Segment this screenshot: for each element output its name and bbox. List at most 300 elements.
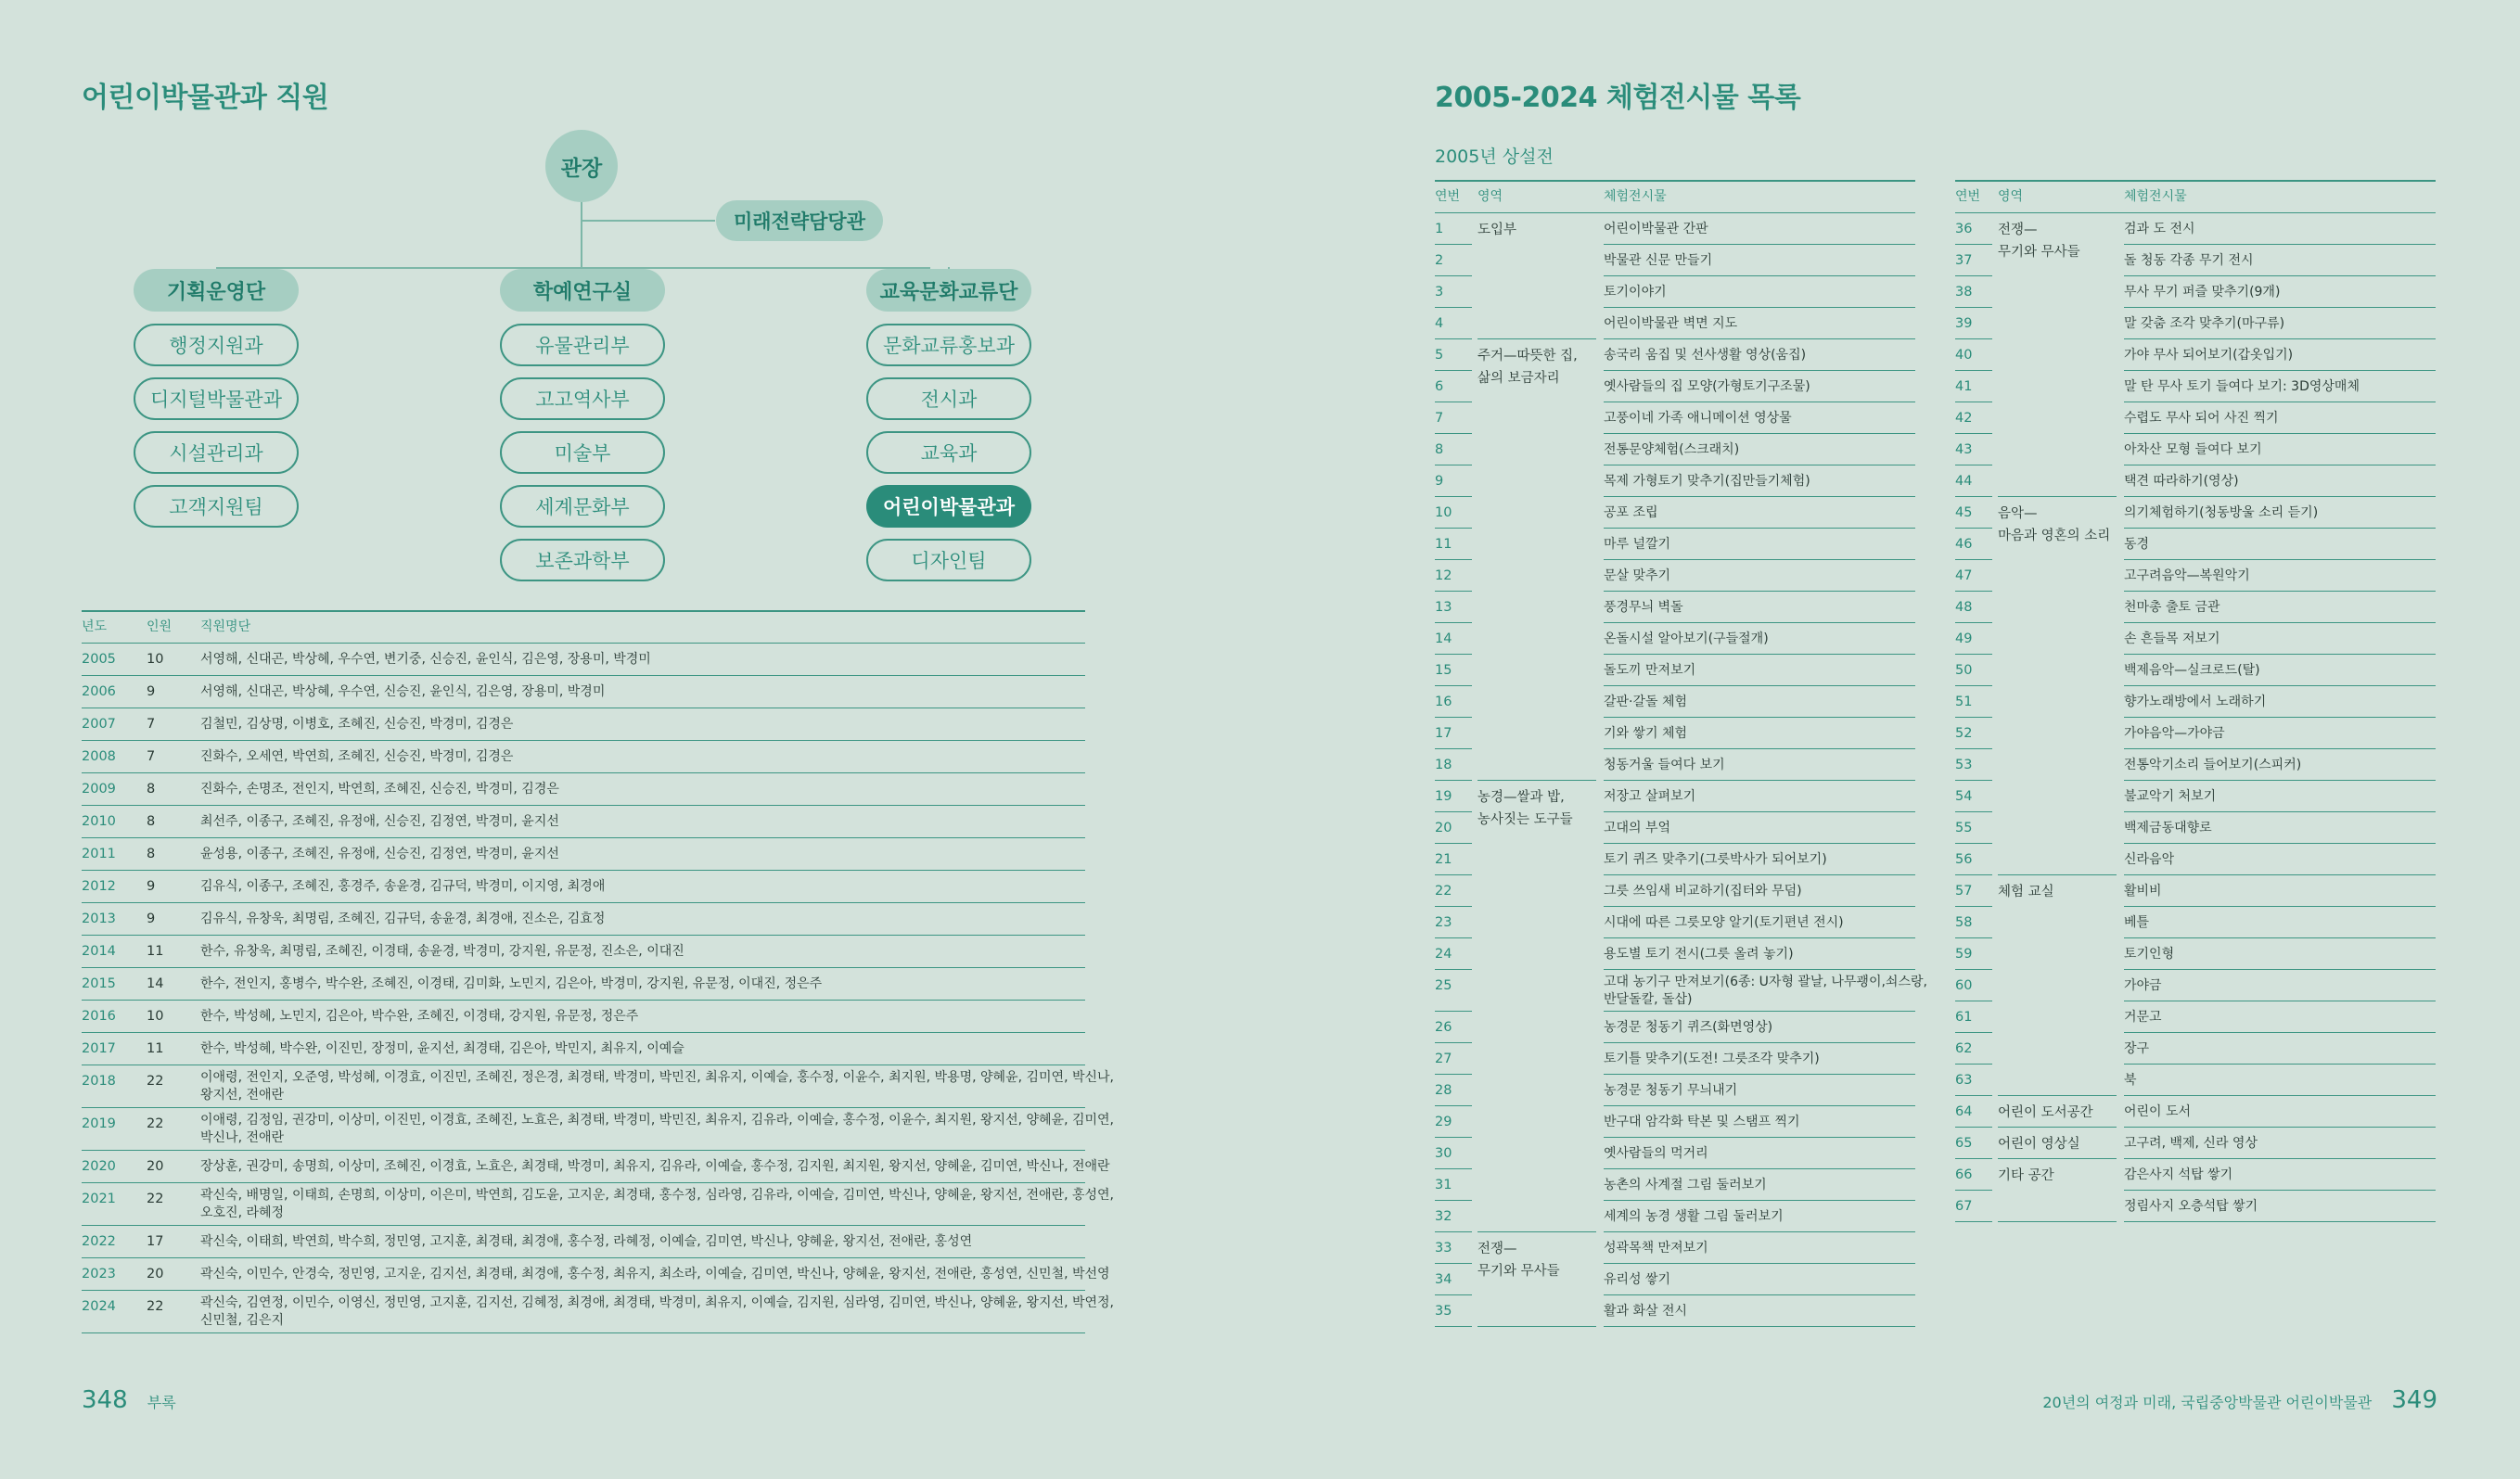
table-row [82,1291,1114,1333]
count-cell: 14 [147,976,164,991]
year-cell: 2007 [82,717,116,732]
count-cell: 9 [147,879,156,894]
org-chart [82,128,1085,592]
exhibit-cell: 불교악기 처보기 [2124,789,2217,804]
names-cell: 장상훈, 권강미, 송명희, 이상미, 조혜진, 이경효, 노효은, 최경태, 박경미, 최유지, 김유라, 이예슬, 홍수정, 김지원, 최지원, 왕지선, 양혜윤, 김미연, 박신나, 전애란 [200,1159,1110,1174]
org-team: 디지털박물관과 [134,377,299,420]
exhibit-cell: 말 탄 무사 토기 들여다 보기: 3D영상매체 [2124,379,2360,394]
exhibit-cell: 전통악기소리 들어보기(스피커) [2124,758,2302,772]
org-team-highlighted: 어린이박물관과 [866,485,1031,528]
year-cell: 2019 [82,1116,116,1131]
exhibit-cell: 공포 조립 [1604,505,1658,520]
org-team: 유물관리부 [500,324,665,366]
count-cell: 17 [147,1234,164,1249]
number-cell: 33 [1435,1241,1452,1256]
count-cell: 11 [147,1041,164,1056]
exhibit-cell: 천마총 출토 금관 [2124,600,2220,615]
exhibit-cell: 저장고 살펴보기 [1604,789,1696,804]
table-row [82,676,1085,708]
exhibit-cell: 문살 맞추기 [1604,568,1671,583]
header-cell: 년도 [82,619,108,634]
table-row [1435,1075,1915,1106]
table-row [1435,623,1915,655]
staff-table [82,610,1114,1333]
header-cell: 직원명단 [200,619,251,634]
exhibit-cell: 장구 [2124,1041,2150,1056]
table-row [1435,844,1915,875]
names-cell: 진화수, 오세연, 박연희, 조혜진, 신승진, 박경미, 김경은 [200,749,514,764]
number-cell: 58 [1955,915,1973,930]
row-divider [1477,1326,1596,1328]
number-cell: 30 [1435,1146,1452,1161]
exhibit-cell: 목제 가형토기 맞추기(집만들기체험) [1604,474,1810,489]
names-cell: 최선주, 이종구, 조혜진, 유정애, 신승진, 김정연, 박경미, 윤지선 [200,814,559,829]
table-row [1955,1065,2436,1096]
number-cell: 50 [1955,663,1973,678]
page-number: 349 [2391,1386,2437,1414]
year-cell: 2016 [82,1009,116,1024]
exhibit-cell: 의기체험하기(청동방울 소리 듣기) [2124,505,2319,520]
exhibit-cell: 온돌시설 알아보기(구들절개) [1604,631,1769,646]
table-row [1955,907,2436,938]
org-team: 시설관리과 [134,431,299,474]
exhibit-cell: 옛사람들의 먹거리 [1604,1146,1708,1161]
year-cell: 2010 [82,814,116,829]
year-cell: 2005 [82,652,116,667]
table-row [1435,1232,1915,1279]
exhibit-cell: 토기인형 [2124,947,2175,962]
number-cell: 43 [1955,442,1973,457]
number-cell: 6 [1435,379,1444,394]
number-cell: 1 [1435,222,1444,236]
area-cell: 체험 교실 [1998,885,2054,899]
exhibit-cell: 백제음악—실크로드(탈) [2124,663,2260,678]
exhibit-cell: 고풍이네 가족 애니메이션 영상물 [1604,411,1792,426]
table-row [1435,655,1915,686]
count-cell: 9 [147,684,156,699]
exhibit-cell: 어린이 도서 [2124,1104,2192,1119]
exhibit-cell: 수렵도 무사 되어 사진 찍기 [2124,411,2279,426]
table-row [1955,402,2436,434]
exhibit-cell: 시대에 따른 그릇모양 알기(토기편년 전시) [1604,915,1844,930]
count-cell: 7 [147,749,156,764]
count-cell: 7 [147,717,156,732]
table-row [1955,686,2436,718]
area-cell: 어린이 도서공간 [1998,1105,2093,1120]
year-cell: 2024 [82,1299,116,1314]
exhibit-cell: 용도별 토기 전시(그릇 올려 놓기) [1604,947,1794,962]
table-row [1435,339,1915,386]
exhibit-cell: 토기 퀴즈 맞추기(그릇박사가 되어보기) [1604,852,1827,867]
table-row [1435,402,1915,434]
exhibit-cell: 가야금 [2124,978,2162,993]
table-row [1435,1201,1915,1232]
year-cell: 2022 [82,1234,116,1249]
area-cell: 농경—쌀과 밥, 농사짓는 도구들 [1477,790,1573,827]
exhibit-cell: 전통문양체험(스크래치) [1604,442,1740,457]
table-row [1955,434,2436,465]
org-team: 세계문화부 [500,485,665,528]
area-cell: 전쟁— 무기와 무사들 [1998,223,2080,260]
table-row [1955,497,2436,543]
year-cell: 2011 [82,847,116,861]
number-cell: 31 [1435,1178,1452,1192]
org-chief: 관장 [545,130,618,202]
number-cell: 28 [1435,1083,1452,1098]
org-team: 교육과 [866,431,1031,474]
table-row [1955,1128,2436,1159]
count-cell: 20 [147,1159,164,1174]
org-division: 교육문화교류단 [866,269,1031,312]
year-cell: 2009 [82,782,116,797]
table-row [1435,213,1915,245]
number-cell: 44 [1955,474,1973,489]
names-cell: 한수, 유창욱, 최명림, 조혜진, 이경태, 송윤경, 박경미, 강지원, 유문정, 진소은, 이대진 [200,944,684,959]
number-cell: 65 [1955,1136,1973,1151]
count-cell: 22 [147,1074,164,1089]
table-row [1435,434,1915,465]
year-cell: 2012 [82,879,116,894]
right-page-footer [2042,1386,2437,1414]
number-cell: 42 [1955,411,1973,426]
table-row [1955,781,2436,812]
exhibit-cell: 농경문 청동기 무늬내기 [1604,1083,1738,1098]
number-cell: 20 [1435,821,1452,835]
table-row [1435,1295,1915,1327]
table-row [82,1108,1114,1151]
table-row [1955,465,2436,497]
number-cell: 29 [1435,1115,1452,1129]
number-cell: 35 [1435,1304,1452,1319]
exhibit-table-right [1955,180,2436,1222]
number-cell: 10 [1435,505,1452,520]
exhibit-cell: 고구려, 백제, 신라 영상 [2124,1136,2258,1151]
number-cell: 22 [1435,884,1452,899]
table-row [82,871,1085,903]
table-row [1435,276,1915,308]
exhibit-cell: 돌도끼 만져보기 [1604,663,1696,678]
year-cell: 2023 [82,1267,116,1281]
exhibit-cell: 손 흔들목 저보기 [2124,631,2220,646]
number-cell: 7 [1435,411,1444,426]
exhibit-cell: 풍경무늬 벽돌 [1604,600,1683,615]
number-cell: 60 [1955,978,1973,993]
number-cell: 53 [1955,758,1973,772]
row-divider [1435,1326,1472,1328]
exhibit-cell: 돌 청동 각종 무기 전시 [2124,253,2254,268]
number-cell: 2 [1435,253,1444,268]
table-row [1955,560,2436,592]
exhibit-cell: 토기이야기 [1604,285,1667,300]
page-label: 20년의 여정과 미래, 국립중앙박물관 어린이박물관 [2042,1394,2373,1411]
number-cell: 32 [1435,1209,1452,1224]
number-cell: 37 [1955,253,1973,268]
area-cell: 주거—따뜻한 집, 삶의 보금자리 [1477,349,1578,386]
number-cell: 54 [1955,789,1973,804]
header-cell: 연번 [1955,189,1981,204]
table-row [1435,1138,1915,1169]
table-row [82,741,1085,773]
names-cell: 한수, 전인지, 홍병수, 박수완, 조혜진, 이경태, 김미화, 노민지, 김은아, 박경미, 강지원, 유문정, 이대진, 정은주 [200,976,823,991]
exhibit-cell: 활비비 [2124,884,2162,899]
header-cell: 영역 [1477,189,1503,204]
table-row [82,1065,1114,1108]
area-cell: 전쟁— 무기와 무사들 [1477,1242,1560,1279]
table-row [82,773,1085,806]
number-cell: 66 [1955,1167,1973,1182]
number-cell: 36 [1955,222,1973,236]
org-team: 전시과 [866,377,1031,420]
number-cell: 52 [1955,726,1973,741]
year-cell: 2015 [82,976,116,991]
year-cell: 2020 [82,1159,116,1174]
exhibit-cell: 가야 무사 되어보기(갑옷입기) [2124,348,2294,363]
exhibit-cell: 고대의 부엌 [1604,821,1671,835]
number-cell: 26 [1435,1020,1452,1035]
exhibit-cell: 어린이박물관 간판 [1604,222,1708,236]
number-cell: 12 [1435,568,1452,583]
count-cell: 8 [147,847,156,861]
staff-table-header [82,610,1085,644]
table-row [1435,749,1915,781]
org-advisor: 미래전략담당관 [716,200,883,241]
exhibit-cell: 택견 따라하기(영상) [2124,474,2239,489]
names-cell: 한수, 박성혜, 박수완, 이진민, 장정미, 윤지선, 최경태, 김은아, 박민지, 최유지, 이예슬 [200,1041,684,1056]
number-cell: 48 [1955,600,1973,615]
table-row [82,1001,1085,1033]
header-cell: 연번 [1435,189,1461,204]
number-cell: 13 [1435,600,1452,615]
table-row [1435,907,1915,938]
exhibit-cell: 옛사람들의 집 모양(가형토기구조물) [1604,379,1810,394]
exhibit-cell: 가야음악—가야금 [2124,726,2225,741]
table-row [82,838,1085,871]
table-row [1955,970,2436,1001]
number-cell: 39 [1955,316,1973,331]
table-row [1955,339,2436,371]
exhibit-cell: 백제금동대향로 [2124,821,2212,835]
number-cell: 14 [1435,631,1452,646]
table-row [82,936,1085,968]
table-row [1955,875,2436,907]
page-label: 부록 [147,1394,176,1411]
number-cell: 41 [1955,379,1973,394]
names-cell: 김유식, 유창욱, 최명림, 조혜진, 김규덕, 송윤경, 최경애, 진소은, 김효정 [200,912,606,926]
exhibit-table-left [1435,180,1927,1327]
count-cell: 20 [147,1267,164,1281]
exhibit-cell: 감은사지 석탑 쌓기 [2124,1167,2233,1182]
names-cell: 이애령, 김정임, 권강미, 이상미, 이진민, 이경효, 조혜진, 노효은, 최경태, 박경미, 박민진, 최유지, 김유라, 이예슬, 홍수정, 이윤수, 최지원, 왕지선, 양혜윤, 김미연, 박신나, 전애란 [200,1113,1114,1145]
table-row [82,968,1085,1001]
table-row [1435,1043,1915,1075]
table-row [1955,1033,2436,1065]
table-row [1955,718,2436,749]
table-row [1435,686,1915,718]
exhibit-cell: 향가노래방에서 노래하기 [2124,695,2267,709]
table-row [1435,245,1915,276]
exhibit-cell: 마루 널깔기 [1604,537,1671,552]
number-cell: 27 [1435,1052,1452,1066]
exhibit-cell: 기와 쌓기 체험 [1604,726,1688,741]
table-row [1955,371,2436,402]
number-cell: 63 [1955,1073,1973,1088]
exhibit-cell: 검과 도 전시 [2124,222,2195,236]
number-cell: 62 [1955,1041,1973,1056]
names-cell: 서영해, 신대곤, 박상혜, 우수연, 신승진, 윤인식, 김은영, 장용미, 박경미 [200,684,606,699]
table-row [1435,465,1915,497]
exhibit-cell: 갈판·갈돌 체험 [1604,695,1688,709]
header-cell: 인원 [147,619,173,634]
org-team: 문화교류홍보과 [866,324,1031,366]
count-cell: 10 [147,1009,164,1024]
number-cell: 8 [1435,442,1444,457]
number-cell: 23 [1435,915,1452,930]
number-cell: 40 [1955,348,1973,363]
exhibit-cell: 고대 농기구 만져보기(6종: U자형 괄날, 나무괭이,쇠스랑, 반달돌칼, 돌삽) [1604,975,1927,1007]
table-row [1435,308,1915,339]
number-cell: 56 [1955,852,1973,867]
table-row [1955,592,2436,623]
names-cell: 곽신숙, 배명일, 이태희, 손명희, 이상미, 이은미, 박연희, 김도윤, 고지운, 최경태, 홍수정, 심라영, 김유라, 이예슬, 김미연, 박신나, 양혜윤, 왕지선, 전애란, 홍성연, 오호진, 라혜정 [200,1188,1114,1220]
names-cell: 김철민, 김상명, 이병호, 조혜진, 신승진, 박경미, 김경은 [200,717,514,732]
number-cell: 21 [1435,852,1452,867]
table-row [1435,560,1915,592]
table-row [1435,970,1927,1012]
table-row [1435,1169,1915,1201]
number-cell: 64 [1955,1104,1973,1119]
year-cell: 2014 [82,944,116,959]
exhibit-cell: 성곽목책 만져보기 [1604,1241,1708,1256]
table-row [1955,1191,2436,1222]
number-cell: 57 [1955,884,1973,899]
exhibit-cell: 청동거울 들여다 보기 [1604,758,1725,772]
table-row [82,1183,1114,1226]
table-row [1955,213,2436,260]
number-cell: 34 [1435,1272,1452,1287]
number-cell: 55 [1955,821,1973,835]
table-row [1955,276,2436,308]
exhibit-cell: 신라음악 [2124,852,2175,867]
table-row [1955,1001,2436,1033]
table-row [82,708,1085,741]
exhibit-cell: 말 갖춤 조각 맞추기(마구류) [2124,316,2285,331]
left-page-footer [82,1386,176,1414]
number-cell: 9 [1435,474,1444,489]
header-cell: 체험전시물 [1604,189,1667,204]
year-cell: 2018 [82,1074,116,1089]
number-cell: 17 [1435,726,1452,741]
table-row [1435,1106,1915,1138]
number-cell: 3 [1435,285,1444,300]
table-row [1955,1159,2436,1191]
row-divider [1604,1326,1915,1328]
number-cell: 24 [1435,947,1452,962]
table-row [1955,844,2436,875]
names-cell: 진화수, 손명조, 전인지, 박연희, 조혜진, 신승진, 박경미, 김경은 [200,782,559,797]
table-row [1955,623,2436,655]
table-row [82,903,1085,936]
exhibit-table-header [1955,180,2436,213]
exhibit-cell: 베틀 [2124,915,2150,930]
exhibit-cell: 반구대 암각화 탁본 및 스탬프 찍기 [1604,1115,1800,1129]
org-team: 고객지원팀 [134,485,299,528]
count-cell: 22 [147,1299,164,1314]
number-cell: 11 [1435,537,1452,552]
org-team: 디자인팀 [866,539,1031,581]
count-cell: 22 [147,1192,164,1206]
number-cell: 16 [1435,695,1452,709]
row-divider [1998,1221,2117,1223]
header-cell: 체험전시물 [2124,189,2187,204]
number-cell: 61 [1955,1010,1973,1025]
names-cell: 곽신숙, 이민수, 안경숙, 정민영, 고지운, 김지선, 최경태, 최경애, 홍수정, 최유지, 최소라, 이예슬, 김미연, 박신나, 양혜윤, 왕지선, 전애란, 홍성연, 신민철, 박선영 [200,1267,1110,1281]
org-team: 보존과학부 [500,539,665,581]
exhibit-table-header [1435,180,1915,213]
table-row [82,806,1085,838]
exhibit-cell: 거문고 [2124,1010,2162,1025]
number-cell: 5 [1435,348,1444,363]
exhibit-cell: 활과 화살 전시 [1604,1304,1688,1319]
table-row [1435,1012,1915,1043]
table-row [82,1033,1085,1065]
number-cell: 25 [1435,978,1452,993]
names-cell: 윤성용, 이종구, 조혜진, 유정애, 신승진, 김정연, 박경미, 윤지선 [200,847,559,861]
exhibit-cell: 정림사지 오층석탑 쌓기 [2124,1199,2258,1214]
table-row [82,1258,1110,1291]
table-row [82,1151,1110,1183]
number-cell: 18 [1435,758,1452,772]
row-divider [1955,1221,1992,1223]
exhibit-cell: 송국리 움집 및 선사생활 영상(움집) [1604,348,1807,363]
year-cell: 2008 [82,749,116,764]
number-cell: 46 [1955,537,1973,552]
table-row [1955,938,2436,970]
exhibit-cell: 유리성 쌓기 [1604,1272,1671,1287]
exhibit-cell: 고구려음악—복원악기 [2124,568,2250,583]
exhibit-cell: 농촌의 사계절 그림 둘러보기 [1604,1178,1767,1192]
table-row [1435,497,1915,529]
count-cell: 8 [147,782,156,797]
exhibit-cell: 아차산 모형 들여다 보기 [2124,442,2262,457]
count-cell: 10 [147,652,164,667]
area-cell: 음악— 마음과 영혼의 소리 [1998,506,2111,543]
exhibit-cell: 그릇 쓰임새 비교하기(집터와 무덤) [1604,884,1802,899]
table-row [82,1226,1085,1258]
org-team: 미술부 [500,431,665,474]
table-row [82,644,1085,676]
year-cell: 2013 [82,912,116,926]
area-cell: 도입부 [1477,223,1517,237]
number-cell: 19 [1435,789,1452,804]
exhibit-cell: 토기틀 맞추기(도전! 그릇조각 맞추기) [1604,1052,1820,1066]
header-cell: 영역 [1998,189,2024,204]
table-row [1435,592,1915,623]
right-page-title: 2005-2024 체험전시물 목록 [1435,82,1801,114]
exhibit-cell: 북 [2124,1073,2137,1088]
number-cell: 15 [1435,663,1452,678]
org-team: 고고역사부 [500,377,665,420]
count-cell: 22 [147,1116,164,1131]
table-row [1955,655,2436,686]
names-cell: 곽신숙, 김연정, 이민수, 이영신, 정민영, 고지훈, 김지선, 김혜정, 최경애, 최경태, 박경미, 최유지, 이예슬, 김지원, 심라영, 김미연, 박신나, 양혜윤, 왕지선, 박연정, 신민철, 김은지 [200,1295,1114,1328]
table-row [1435,938,1915,970]
table-row [1435,781,1915,827]
number-cell: 51 [1955,695,1973,709]
number-cell: 45 [1955,505,1973,520]
row-divider [2124,1221,2436,1223]
names-cell: 이애령, 전인지, 오준영, 박성혜, 이경효, 이진민, 조혜진, 정은경, 최경태, 박경미, 박민진, 최유지, 이예슬, 홍수정, 이윤수, 최지원, 박용명, 양혜윤, 김미연, 박신나, 왕지선, 전애란 [200,1070,1114,1103]
number-cell: 67 [1955,1199,1973,1214]
